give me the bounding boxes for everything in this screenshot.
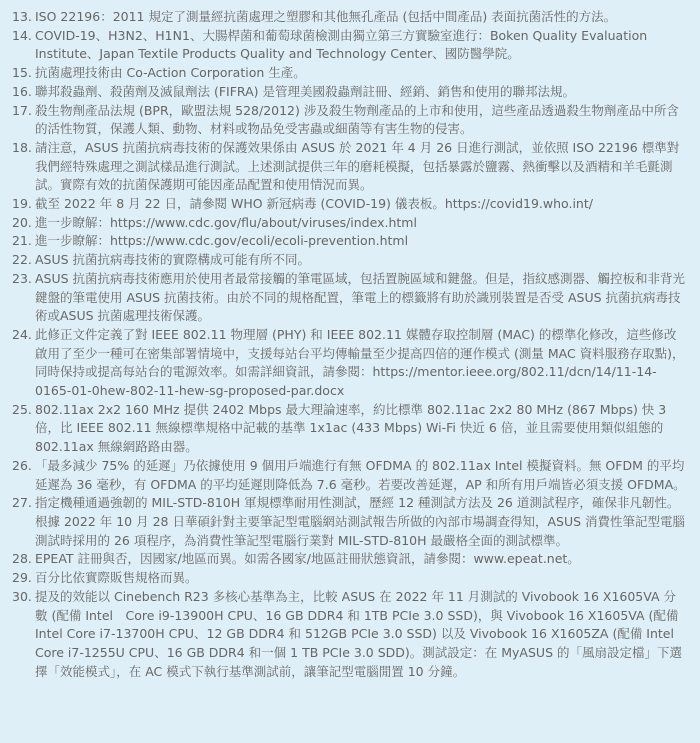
footnote-text: 百分比依實際販售規格而異。	[35, 570, 198, 586]
footnote-item-19	[12, 195, 688, 214]
footnote-text: 抗菌處理技術由 Co-Action Corporation 生產。	[35, 65, 306, 81]
footnote-number: 29.	[12, 570, 32, 586]
footnote-text: 802.11ax 2x2 160 MHz 提供 2402 Mbps 最大理論速率，約比標準 802.11ac 2x2 80 MHz (867 Mbps) 快 3 倍，比 IEEE 802.11 無線標準規格中記載的基準 1x1ac (433 Mbps) Wi-Fi 快近 6 倍，並且需要使用類似組態的 802.11ax 無線網路路由器。	[35, 401, 667, 455]
footnote-number: 26.	[12, 457, 32, 473]
footnote-text: 提及的效能以 Cinebench R23 多核心基準為主，比較 ASUS 在 2022 年 11 月測試的 Vivobook 16 X1605VA 分數 (配備 Intel Core i9-13900H CPU、16 GB DDR4 和 1TB PCIe 3.0 SSD)，與 Vivobook 16 X1605VA (配備 Intel Core i7-13700H CPU、12 GB DDR4 和 512GB PCIe 3.0 SSD) 以及 Vivobook 16 X1605ZA (配備 Intel Core i7-1255U CPU、16 GB DDR4 和一個 1 TB PCIe 3.0 SDD)。測試設定：在 MyASUS 的「風扇設定檔」下選擇「效能模式」，在 AC 模式下執行基準測試前，讓筆記型電腦閒置 10 分鐘。	[35, 588, 682, 679]
footnote-text: 「最多減少 75% 的延遲」乃依據使用 9 個用戶端進行有無 OFDMA 的 802.11ax Intel 模擬資料。無 OFDM 的平均延遲為 36 毫秒，有 OFDMA 的平均延遲則降低為 7.6 毫秒。若要改善延遲，AP 和所有用戶端皆必須支援 OFDMA。	[35, 457, 686, 492]
footnote-item-23	[12, 270, 688, 326]
footnote-item-21	[12, 232, 688, 251]
footnote-number: 30.	[12, 588, 32, 604]
footnote-item-18	[12, 139, 688, 195]
footnote-item-13	[12, 8, 688, 27]
footnote-item-28	[12, 550, 688, 569]
footnote-item-24	[12, 326, 688, 401]
footnote-number: 14.	[12, 27, 32, 43]
footnote-number: 19.	[12, 196, 32, 212]
footnote-number: 15.	[12, 65, 32, 81]
footnote-text: ISO 22196：2011 規定了測量經抗菌處理之塑膠和其他無孔產品 (包括中間產品) 表面抗菌活性的方法。	[35, 9, 617, 24]
footnote-text: 截至 2022 年 8 月 22 日，請參閱 WHO 新冠病毒 (COVID-19) 儀表板。https://covid19.who.int/	[35, 196, 593, 212]
footnote-number: 24.	[12, 326, 32, 342]
footnote-number: 22.	[12, 252, 32, 268]
footnote-number: 17.	[12, 102, 32, 118]
footnote-item-20	[12, 214, 688, 233]
footnote-item-17	[12, 102, 688, 139]
footnote-text: 殺生物劑產品法規 (BPR，歐盟法規 528/2012) 涉及殺生物劑產品的上市和使用，這些產品透過殺生物劑產品中所含的活性物質，保護人類、動物、材料或物品免受害蟲或細菌等有害生物的侵害。	[35, 102, 679, 137]
footnote-text: 指定機種通過強韌的 MIL-STD-810H 軍規標準耐用性測試，歷經 12 種測試方法及 26 道測試程序，確保非凡韌性。根據 2022 年 10 月 28 日華碩針對主要筆記型電腦網站測試報告所做的內部市場調查得知，ASUS 消費性筆記型電腦測試時採用的 26 項程序，為消費性筆記型電腦行業對 MIL-STD-810H 最嚴格全面的測試標準。	[35, 495, 686, 548]
footnote-number: 13.	[12, 9, 32, 24]
footnote-item-27	[12, 494, 688, 550]
footnote-text: 進一步瞭解：https://www.cdc.gov/ecoli/ecoli-prevention.html	[35, 233, 409, 249]
footnote-item-14	[12, 27, 688, 64]
footnote-number: 28.	[12, 551, 32, 567]
footnote-text: ASUS 抗菌抗病毒技術應用於使用者最常接觸的筆電區域，包括置腕區域和鍵盤。但是，指紋感測器、觸控板和非背光鍵盤的筆電使用 ASUS 抗菌技術。由於不同的規格配置，筆電上的標籤將有助於識別裝置是否受 ASUS 抗菌抗病毒技術或ASUS 抗菌處理技術保護。	[35, 270, 686, 324]
footnote-text: 進一步瞭解：https://www.cdc.gov/flu/about/viruses/index.html	[35, 214, 417, 230]
footnote-item-15	[12, 64, 688, 83]
footnote-text: 此修正文件定義了對 IEEE 802.11 物理層 (PHY) 和 IEEE 802.11 媒體存取控制層 (MAC) 的標準化修改，這些修改啟用了至少一種可在密集部署情境中，支援每站台平均傳輸量至少提高四倍的運作模式 (測量 MAC 資料服務存取點)，同時保持或提高每站台的電源效率。如需詳細資訊，請參閱：https://mentor.ieee.org/802.11/dcn/14/11-14-0165-01-0hew-802-11-hew-sg-proposed-par.docx	[35, 326, 685, 399]
footnote-item-25	[12, 401, 688, 457]
footnote-item-22	[12, 251, 688, 270]
footnote-text: COVID-19、H3N2、H1N1、大腸桿菌和葡萄球菌檢測由獨立第三方實驗室進行：Boken Quality Evaluation Institute、Japan Textile Products Quality and Technology Center、國防醫學院。	[35, 27, 648, 62]
footnote-number: 20.	[12, 214, 32, 230]
footnote-text: EPEAT 註冊與否，因國家/地區而異。如需各國家/地區註冊狀態資訊，請參閱：www.epeat.net。	[35, 551, 580, 567]
footnote-text: ASUS 抗菌抗病毒技術的實際構成可能有所不同。	[35, 252, 311, 268]
footnote-text: 聯邦殺蟲劑、殺菌劑及滅鼠劑法 (FIFRA) 是管理美國殺蟲劑註冊、經銷、銷售和使用的聯邦法規。	[35, 83, 575, 99]
footnote-number: 23.	[12, 270, 32, 286]
footnote-number: 27.	[12, 495, 32, 511]
footnote-number: 16.	[12, 83, 32, 99]
footnote-item-29	[12, 569, 688, 588]
footnote-item-30	[12, 588, 688, 682]
footnote-text: 請注意，ASUS 抗菌抗病毒技術的保護效果係由 ASUS 於 2021 年 4 月 26 日進行測試，並依照 ISO 22196 標準對我們經特殊處理之測試樣品進行測試。上述測試提供三年的磨耗模擬，包括暴露於鹽霧、熱衝擊以及酒精和羊毛氈測試。實際有效的抗菌保護期可能因產品配置和使用情況而異。	[35, 139, 680, 193]
footnote-item-26	[12, 457, 688, 494]
footnote-item-16	[12, 83, 688, 102]
footnote-number: 18.	[12, 139, 32, 155]
footnote-number: 25.	[12, 401, 32, 417]
footnote-number: 21.	[12, 233, 32, 249]
